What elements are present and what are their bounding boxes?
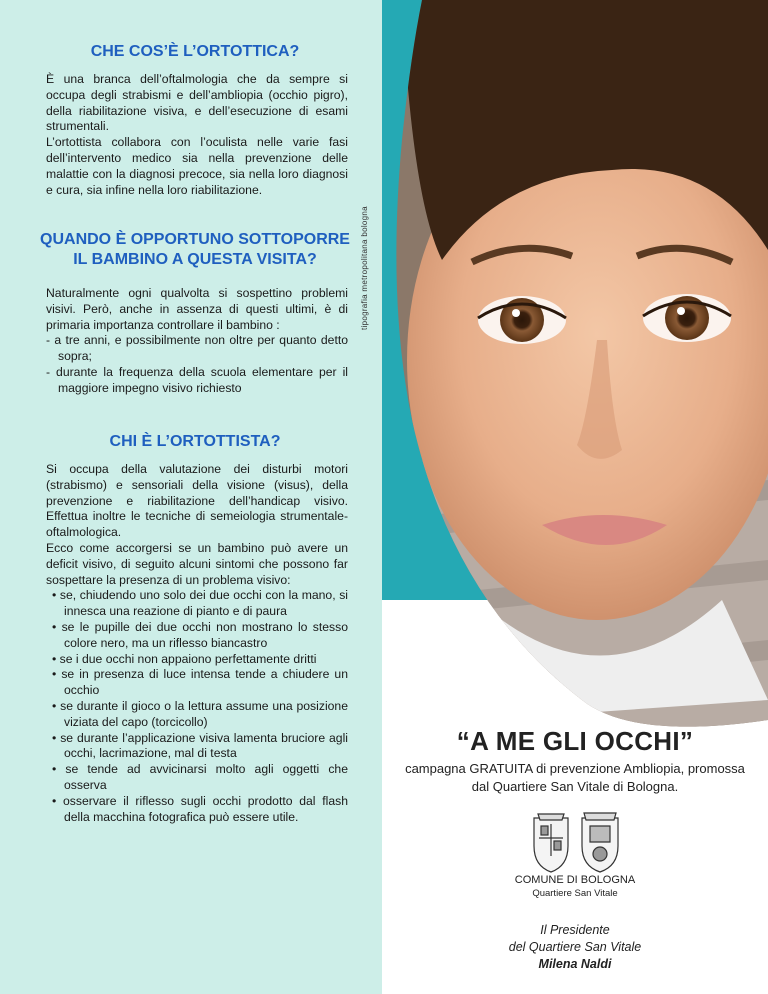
desc-line: dal Quartiere San Vitale di Bologna. xyxy=(471,779,679,794)
paragraph: Ecco come accorgersi se un bambino può avere un deficit visivo, di seguito alcuni sintomi che possono far sospettare la presenza di un problema visivo: xyxy=(46,540,348,587)
section-body-quando xyxy=(46,286,348,397)
san-vitale-crest-icon xyxy=(582,813,618,872)
campaign-title: “A ME GLI OCCHI” xyxy=(456,726,694,756)
comune-name: COMUNE DI BOLOGNA xyxy=(514,874,636,886)
president-title: Il Presidente xyxy=(540,923,610,937)
list-item: • se durante il gioco o la lettura assume una posizione viziata del capo (torcicollo) xyxy=(52,698,348,729)
president-role: del Quartiere San Vitale xyxy=(508,940,642,954)
list-item: • se le pupille dei due occhi non mostrano lo stesso colore nero, ma un riflesso biancastro xyxy=(52,619,348,650)
list-item: • se, chiudendo uno solo dei due occhi con la mano, si innesca una reazione di pianto e di paura xyxy=(52,588,348,619)
section-title-ortottista: CHI È L’ORTOTTISTA? xyxy=(109,433,281,450)
section-title-quando xyxy=(40,230,350,270)
list-item: • se durante l’applicazione visiva lamenta bruciore agli occhi, lacrimazione, mal di testa xyxy=(52,730,348,761)
list-item: • osservare il riflesso sugli occhi prodotto dal flash della macchina fotografica può essere utile. xyxy=(52,793,348,824)
president-name: Milena Naldi xyxy=(538,957,612,971)
comune-block xyxy=(382,874,768,900)
list-item: • se tende ad avvicinarsi molto agli oggetti che osserva xyxy=(52,762,348,792)
printer-credit xyxy=(360,316,369,330)
age-list xyxy=(46,333,348,396)
paragraph: È una branca dell’oftalmologia che da sempre si occupa degli strabismi e dell’ambliopia (occhio pigro), della riabilitazione visiva, e dell’esecuzione di esami strumentali. xyxy=(46,72,348,134)
title-line: QUANDO È OPPORTUNO SOTTOPORRE xyxy=(40,231,350,248)
section-body-ortottista xyxy=(46,462,348,825)
list-item: • se i due occhi non appaiono perfettamente dritti xyxy=(52,651,317,666)
president-signature xyxy=(382,922,768,973)
section-body-ortottica xyxy=(46,72,348,198)
title-line: IL BAMBINO A QUESTA VISITA? xyxy=(73,251,317,268)
symptom-list xyxy=(46,588,348,825)
bologna-crest-icon xyxy=(534,814,568,872)
coat-of-arms-logo xyxy=(526,812,626,876)
paragraph: Naturalmente ogni qualvolta si sospettino problemi visivi. Però, anche in assenza di questi ultimi, è di primaria importanza controllare il bambino : xyxy=(46,286,348,332)
list-item: - durante la frequenza della scuola elementare per il maggiore impegno visivo richiesto xyxy=(46,364,348,395)
comune-subtitle: Quartiere San Vitale xyxy=(532,888,618,899)
list-item: - a tre anni, e possibilmente non oltre per quanto detto sopra; xyxy=(46,333,348,364)
paragraph: Si occupa della valutazione dei disturbi motori (strabismo) e sensoriali della visione (visus), della prevenzione e riabilitazione dell’handicap visivo. Effettua inoltre le tecniche di semeiologia strumentale-oftalmologica. xyxy=(46,462,348,540)
list-item: • se in presenza di luce intensa tende a chiudere un occhio xyxy=(52,667,348,698)
desc-line: campagna GRATUITA di prevenzione Ambliopia, promossa xyxy=(405,761,745,776)
section-title-ortottica: CHE COS’È L’ORTOTTICA? xyxy=(90,43,300,60)
campaign-description xyxy=(392,760,758,796)
paragraph: L’ortottista collabora con l’oculista nelle varie fasi dell’intervento medico sia nella prevenzione delle malattie con la diagnosi precoce, sia nella loro diagnosi e cura, sia infine nella loro riabilitazione. xyxy=(46,135,348,197)
